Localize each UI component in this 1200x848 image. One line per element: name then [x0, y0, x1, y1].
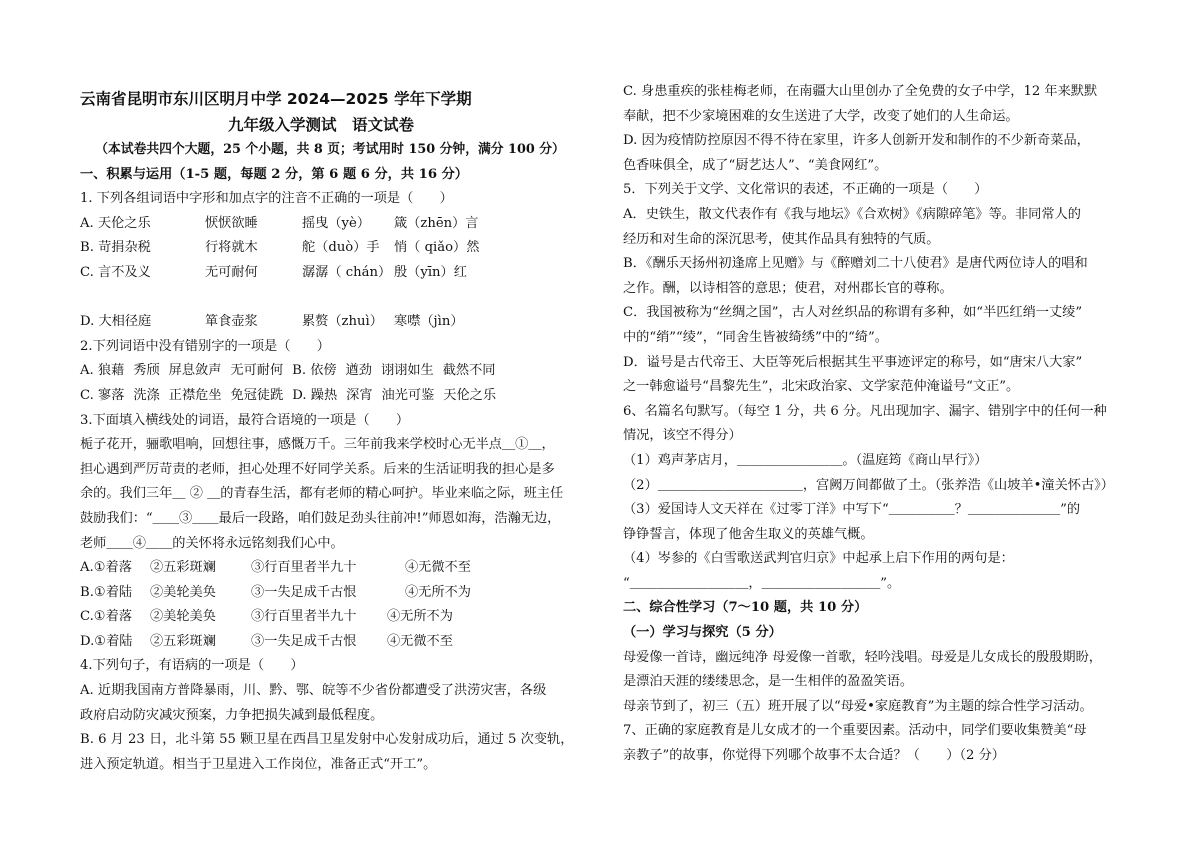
q3-passage-line: 老师＿＿④＿＿的关怀将永远铭刻我们心中。: [80, 535, 344, 551]
q5-line: 经历和对生命的深沉思考，使其作品具有独特的气质。: [623, 231, 940, 247]
q2-c-1: C. 寥落: [80, 387, 125, 403]
q2-d-1: D. 躁热: [292, 387, 338, 403]
q4-cont-line: 奉献，把不少家境困难的女生送进了大学，改变了她们的人生命运。: [623, 108, 1019, 124]
q3-b-2: ②美轮美奂: [150, 584, 216, 600]
passage-line: 是漂泊天涯的缕缕思念，是一生相伴的盈盈笑语。: [623, 674, 914, 690]
q1-option-b: [80, 236, 580, 261]
q3-a-2: ②五彩斑斓: [150, 560, 216, 576]
blank-gap: [80, 286, 580, 311]
q5-line: D．谥号是古代帝王、大臣等死后根据其生平事迹评定的称号，如“唐宋八大家”: [623, 354, 1083, 370]
passage-line: 母爱像一首诗，幽远纯净 母爱像一首歌，轻吟浅唱。母爱是儿女成长的殷殷期盼，: [623, 649, 1102, 665]
q3-c-3: ③行百里者半九十: [251, 609, 357, 625]
right-column: [623, 80, 1118, 769]
q5-line: 5．下列关于文学、文化常识的表述，不正确的一项是（ ）: [623, 182, 988, 198]
q3-b-4: ④无所不为: [405, 584, 471, 600]
q1-b-4: 悄（ qiǎo）然: [394, 240, 480, 256]
q1-a-4: 箴（zhēn）言: [394, 215, 479, 231]
q2-c-2: 洗涤: [133, 387, 160, 403]
q1-b-2: 行将就木: [205, 240, 258, 256]
section2-heading: 二、综合性学习（7～10 题，共 10 分）: [623, 600, 868, 616]
q2-a-1: A. 狼藉: [80, 363, 125, 379]
q4-line: 政府启动防灾减灾预案，力争把损失减到最低程度。: [80, 707, 384, 723]
left-column: [80, 80, 580, 777]
q6-line: （3）爱国诗人文天祥在《过零丁洋》中写下“＿＿＿＿＿？＿＿＿＿＿＿＿”的: [623, 502, 1081, 518]
q3-a-3: ③行百里者半九十: [251, 560, 357, 576]
q1-c-3: 潺潺（ chán）: [302, 264, 392, 280]
q2-d-4: 天伦之乐: [443, 387, 497, 403]
q3-d-3: ③一失足成千古恨: [251, 633, 357, 649]
q3-d-4: ④无微不至: [387, 633, 453, 649]
q3-option-a: [80, 556, 580, 581]
passage-line: 亲教子”的故事，你觉得下列哪个故事不太合适？（ ）（2 分）: [623, 748, 1005, 764]
q4-cont-line: D. 因为疫情防控原因不得不待在家里，许多人创新开发和制作的不少新奇菜品，: [623, 133, 1090, 149]
q3-passage-line: 余的。我们三年＿ ② ＿的青春生活，都有老师的精心呵护。毕业来临之际，班主任: [80, 486, 564, 502]
q2-options-cd: [80, 384, 580, 409]
q3-d-2: ②五彩斑斓: [150, 633, 216, 649]
q2-a-4: 无可耐何: [230, 363, 284, 379]
q3-a-4: ④无微不至: [405, 560, 471, 576]
q3-option-b: [80, 581, 580, 606]
q1-option-d: [80, 310, 580, 335]
q2-d-3: 油光可鉴: [381, 387, 435, 403]
q4-line: 进入预定轨道。相当于卫星进入工作岗位，准备正式“开工”。: [80, 756, 437, 772]
q5-line: C．我国被称为“丝绸之国”，古人对丝织品的称谓有多种，如“半匹红绡一丈绫”: [623, 305, 1083, 321]
passage-line: 母亲节到了，初三（五）班开展了以“母爱•家庭教育”为主题的综合性学习活动。: [623, 698, 1093, 714]
q1-a-1: A. 天伦之乐: [80, 215, 151, 231]
q1-d-3: 累赘（zhuì）: [302, 314, 383, 330]
q2-a-3: 屏息敛声: [168, 363, 222, 379]
q4-cont-line: C. 身患重疾的张桂梅老师，在南疆大山里创办了全免费的女子中学，12 年来默默: [623, 84, 1098, 99]
q1-c-4: 殷（yīn）红: [394, 264, 467, 280]
q5-line: B．《酬乐天扬州初逢席上见赠》与《醉赠刘二十八使君》是唐代两位诗人的唱和: [623, 256, 1088, 272]
q5-line: 之作。酬，以诗相答的意思；使君，对州郡长官的尊称。: [623, 280, 953, 296]
q2-c-4: 免冠徒跣: [230, 387, 284, 403]
q2-b-1: B. 依傍: [292, 363, 337, 379]
q1-a-2: 恹恹欲睡: [205, 215, 258, 231]
q3-passage-line: 栀子花开，骊歌唱响，回想往事，感慨万千。三年前我来学校时心无半点＿①＿，: [80, 437, 555, 453]
q3-c-2: ②美轮美奂: [150, 609, 216, 625]
section1-heading: 一、积累与运用（1-5 题，每题 2 分，第 6 题 6 分，共 16 分）: [80, 166, 468, 182]
q1-c-1: C. 言不及义: [80, 264, 151, 280]
q1-c-2: 无可耐何: [205, 264, 258, 280]
q2-b-3: 诩诩如生: [381, 363, 434, 379]
q2-c-3: 正襟危坐: [168, 387, 222, 403]
q2-a-2: 秀颀: [133, 363, 160, 379]
q3-option-c: [80, 605, 580, 630]
q3-option-d: [80, 630, 580, 655]
q2-b-4: 截然不同: [442, 363, 496, 379]
q3-b-1: B.①着陆: [80, 584, 133, 600]
q6-line: 情况，该空不得分）: [623, 428, 742, 444]
exam-info: （本试卷共四个大题，25 个小题，共 8 页；考试用时 150 分钟，满分 100 分）: [95, 142, 565, 157]
q3-passage-line: 担心遇到严厉苛责的老师，担心处理不好同学关系。后来的生活证明我的担心是多: [80, 461, 555, 477]
q6-line: 6、名篇名句默写。（每空 1 分，共 6 分。凡出现加字、漏字、错别字中的任何一种: [623, 403, 1107, 419]
q4-stem: 4.下列句子，有语病的一项是（ ）: [80, 658, 304, 674]
q1-d-2: 箪食壶浆: [205, 314, 258, 330]
q4-cont-line: 色香味俱全，成了“厨艺达人”、“美食网红”。: [623, 157, 888, 173]
exam-title-line1: 云南省昆明市东川区明月中学 2024—2025 学年下学期: [80, 90, 472, 108]
q6-line: （4）岑参的《白雪歌送武判官归京》中起承上启下作用的两句是：: [623, 551, 1014, 567]
q1-option-a: [80, 212, 580, 237]
q3-stem: 3.下面填入横线处的词语，最符合语境的一项是（ ）: [80, 412, 410, 428]
q6-line: 铮铮誓言，体现了他舍生取义的英雄气概。: [623, 526, 874, 542]
q5-line: 中的“绡”“绫”，“同舍生皆被绮绣”中的“绮”。: [623, 329, 888, 345]
q1-b-1: B. 苛捐杂税: [80, 240, 151, 256]
q1-b-3: 舵（duò）手: [302, 240, 380, 256]
q1-stem: 1. 下列各组词语中字形和加点字的注音不正确的一项是（ ）: [80, 191, 453, 207]
q3-passage-line: 鼓励我们：“＿＿③＿＿最后一段路，咱们鼓足劲头往前冲!”师恩如海，浩瀚无边，: [80, 510, 561, 526]
q3-a-1: A.①着落: [80, 560, 132, 576]
q6-line: “＿＿＿＿＿＿＿＿＿，＿＿＿＿＿＿＿＿＿”。: [623, 575, 901, 591]
q1-d-4: 寒噤（jìn）: [394, 314, 464, 330]
q3-c-1: C.①着落: [80, 609, 133, 625]
q6-line: （1）鸡声茅店月，＿＿＿＿＿＿＿＿。（温庭筠《商山早行》）: [623, 452, 988, 468]
q1-d-1: D. 大相径庭: [80, 314, 152, 330]
q2-d-2: 深宵: [346, 387, 373, 403]
q2-options-ab: [80, 359, 580, 384]
q3-c-4: ④无所不为: [387, 609, 453, 625]
q3-d-1: D.①着陆: [80, 633, 133, 649]
q2-stem: 2.下列词语中没有错别字的一项是（ ）: [80, 338, 330, 354]
q1-a-3: 摇曳（yè）: [302, 215, 371, 231]
q2-b-2: 遒劲: [345, 363, 372, 379]
exam-title-line2: 九年级入学测试 语文试卷: [227, 116, 414, 134]
q6-line: （2）＿＿＿＿＿＿＿＿＿＿＿，宫阙万间都做了土。（张养浩《山坡羊•潼关怀古》）: [623, 477, 1114, 493]
passage-line: 7、正确的家庭教育是儿女成才的一个重要因素。活动中，同学们要收集赞美“母: [623, 723, 1087, 739]
q5-line: 之一韩愈谥号“昌黎先生”，北宋政治家、文学家范仲淹谥号“文正”。: [623, 379, 1020, 395]
q1-option-c: [80, 261, 580, 286]
q3-b-3: ③一失足成千古恨: [251, 584, 357, 600]
q4-line: B. 6 月 23 日，北斗第 55 颗卫星在西昌卫星发射中心发射成功后，通过 5 次变轨，: [80, 732, 574, 748]
q4-line: A. 近期我国南方普降暴雨，川、黔、鄂、皖等不少省份都遭受了洪涝灾害，各级: [80, 683, 547, 699]
subsection-heading: （一）学习与探究（5 分）: [623, 625, 782, 641]
q5-line: A．史铁生，散文代表作有《我与地坛》《合欢树》《病隙碎笔》等。非同常人的: [623, 206, 1081, 222]
